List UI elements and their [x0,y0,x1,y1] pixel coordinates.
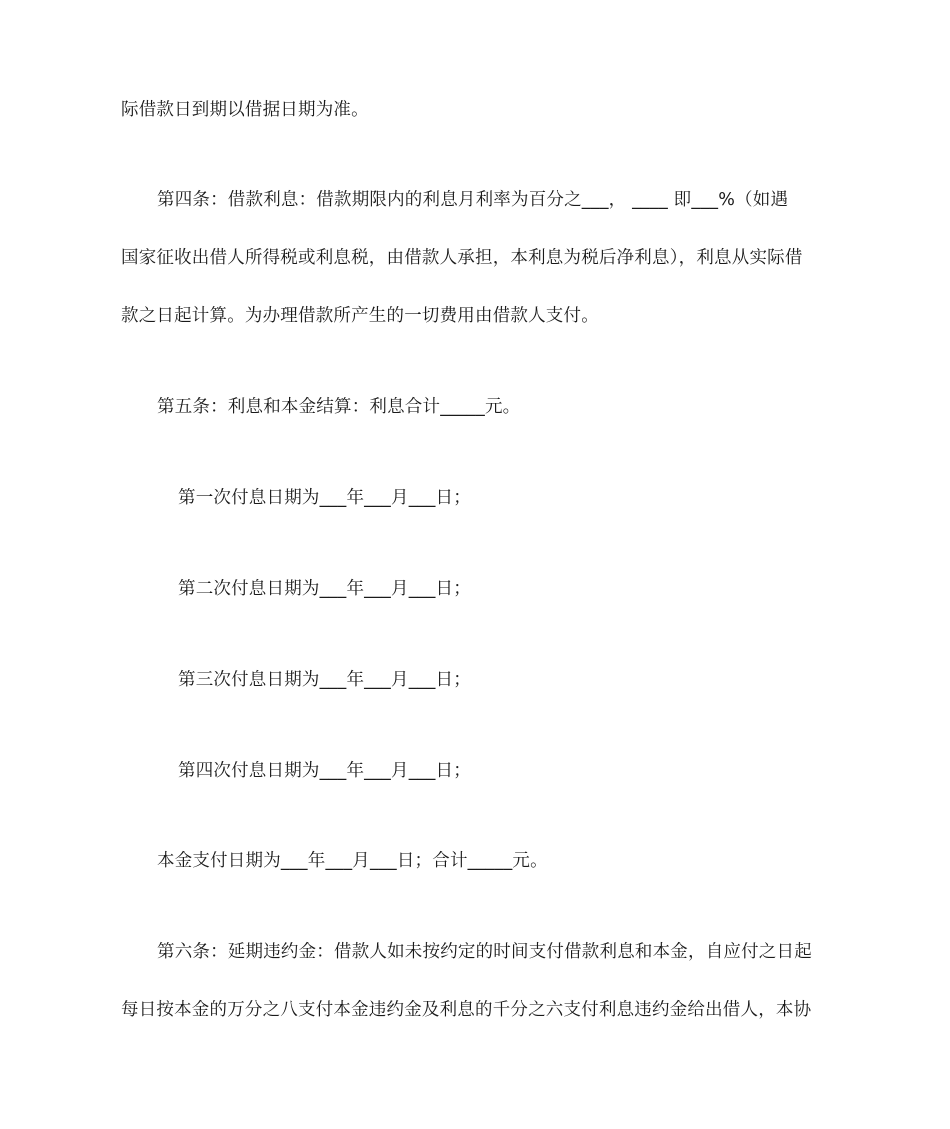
article-6-line-1: 第六条：延期违约金：借款人如未按约定的时间支付借款利息和本金，自应付之日起 [157,942,812,962]
article-4-line-2: 国家征收出借人所得税或利息税，由借款人承担，本利息为税后净利息），利息从实际借 [121,248,803,268]
interest-date-3: 第三次付息日期为___年___月___日； [178,670,471,690]
article-5-heading: 第五条：利息和本金结算：利息合计_____元。 [157,397,521,417]
interest-date-1: 第一次付息日期为___年___月___日； [178,488,471,508]
interest-date-4: 第四次付息日期为___年___月___日； [178,761,471,781]
paragraph-line: 际借款日到期以借据日期为准。 [121,100,369,120]
interest-date-2: 第二次付息日期为___年___月___日； [178,579,471,599]
article-6-line-2: 每日按本金的万分之八支付本金违约金及利息的千分之六支付利息违约金给出借人，本协 [121,1000,812,1020]
article-4-line-1: 第四条：借款利息：借款期限内的利息月利率为百分之___， ____ 即___%（如遇 [157,190,789,210]
article-4-line-3: 款之日起计算。为办理借款所产生的一切费用由借款人支付。 [121,306,599,326]
principal-date: 本金支付日期为___年___月___日；合计_____元。 [157,851,548,871]
